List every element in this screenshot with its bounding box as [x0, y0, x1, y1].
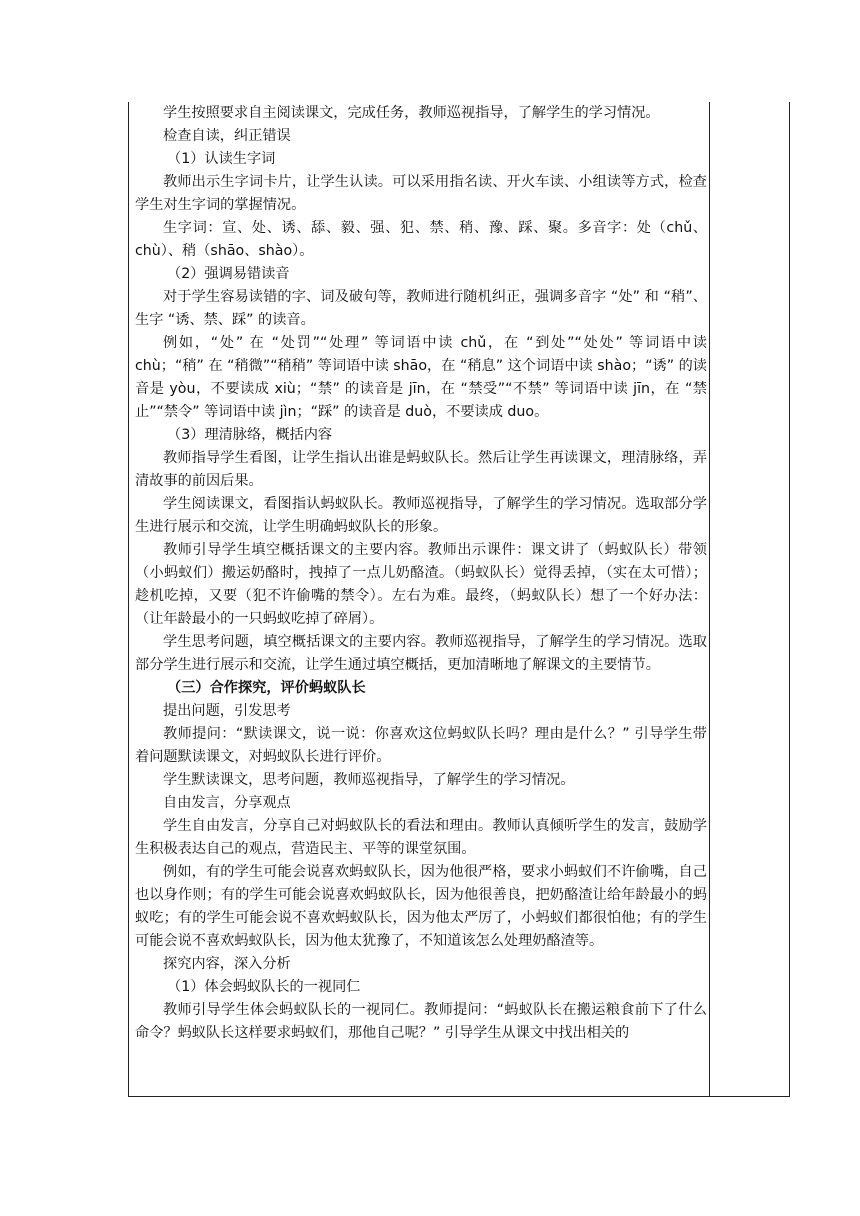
paragraph: 对于学生容易读错的字、词及破句等，教师进行随机纠正，强调多音字 “处” 和 “稍”、生字 “诱、禁、踩” 的读音。	[135, 289, 707, 328]
paragraph: 例如，有的学生可能会说喜欢蚂蚁队长，因为他很严格，要求小蚂蚁们不许偷嘴，自己也以身作则；有的学生可能会说喜欢蚂蚁队长，因为他很善良，把奶酪渣让给年龄最小的蚂蚁吃；有的学生可能会说不喜欢蚂蚁队长，因为他太严厉了，小蚂蚁们都很怕他；有的学生可能会说不喜欢蚂蚁队长，因为他太犹豫了，不知道该怎么处理奶酪渣等。	[135, 864, 707, 949]
paragraph: 提出问题，引发思考	[163, 703, 291, 719]
paragraph: （3）理清脉络，概括内容	[167, 427, 333, 443]
paragraph: （1）体会蚂蚁队长的一视同仁	[167, 979, 361, 995]
paragraph: 学生阅读课文，看图指认蚂蚁队长。教师巡视指导，了解学生的学习情况。选取部分学生进行展示和交流，让学生明确蚂蚁队长的形象。	[135, 496, 707, 535]
paragraph: 教师引导学生填空概括课文的主要内容。教师出示课件：课文讲了（蚂蚁队长）带领（小蚂蚁们）搬运奶酪时，拽掉了一点儿奶酪渣。（蚂蚁队长）觉得丢掉，（实在太可惜）；趁机吃掉，又要（犯不许偷嘴的禁令）。左右为难。最终，（蚂蚁队长）想了一个好办法：（让年龄最小的一只蚂蚁吃掉了碎屑）。	[135, 542, 707, 627]
paragraph: 自由发言，分享观点	[163, 795, 291, 811]
paragraph: 生字词：宣、处、诱、舔、毅、强、犯、禁、稍、豫、踩、聚。多音字：处（chǔ、chù）、稍（shāo、shào）。	[135, 220, 707, 259]
table-bottom-border	[128, 1096, 790, 1097]
paragraph: （三）合作探究，评价蚂蚁队长	[167, 680, 366, 696]
paragraph: 学生默读课文，思考问题，教师巡视指导，了解学生的学习情况。	[163, 772, 575, 788]
paragraph: （2）强调易错读音	[167, 266, 290, 282]
table-left-border	[128, 102, 129, 1096]
paragraph: 学生按照要求自主阅读课文，完成任务，教师巡视指导，了解学生的学习情况。	[163, 105, 660, 121]
lesson-content-cell	[135, 102, 707, 1045]
paragraph: 探究内容，深入分析	[163, 956, 291, 972]
paragraph: 教师引导学生体会蚂蚁队长的一视同仁。教师提问：“蚂蚁队长在搬运粮食前下了什么命令？蚂蚁队长这样要求蚂蚁们，那他自己呢？” 引导学生从课文中找出相关的	[135, 1002, 707, 1041]
table-middle-border	[709, 102, 710, 1096]
table-right-border	[789, 102, 790, 1096]
paragraph: 教师出示生字词卡片，让学生认读。可以采用指名读、开火车读、小组读等方式，检查学生对生字词的掌握情况。	[135, 174, 707, 213]
paragraph: 例如，“处” 在 “处罚”“处理” 等词语中读 chǔ，在 “到处”“处处” 等词语中读 chù；“稍” 在 “稍微”“稍稍” 等词语中读 shāo，在 “稍息” 这个词语中读 shào；“诱” 的读音是 yòu，不要读成 xiù；“禁” 的读音是 jīn，在 “禁受”“不禁” 等词语中读 jīn，在 “禁止”“禁令” 等词语中读 jìn；“踩” 的读音是 duò，不要读成 duo。	[135, 335, 707, 420]
paragraph: 学生自由发言，分享自己对蚂蚁队长的看法和理由。教师认真倾听学生的发言，鼓励学生积极表达自己的观点，营造民主、平等的课堂氛围。	[135, 818, 707, 857]
paragraph: 教师提问：“默读课文，说一说：你喜欢这位蚂蚁队长吗？理由是什么？” 引导学生带着问题默读课文，对蚂蚁队长进行评价。	[135, 726, 707, 765]
paragraph: 学生思考问题，填空概括课文的主要内容。教师巡视指导，了解学生的学习情况。选取部分学生进行展示和交流，让学生通过填空概括，更加清晰地了解课文的主要情节。	[135, 634, 707, 673]
paragraph: 教师指导学生看图，让学生指认出谁是蚂蚁队长。然后让学生再读课文，理清脉络，弄清故事的前因后果。	[135, 450, 707, 489]
paragraph: （1）认读生字词	[167, 151, 276, 167]
paragraph: 检查自读，纠正错误	[163, 128, 291, 144]
